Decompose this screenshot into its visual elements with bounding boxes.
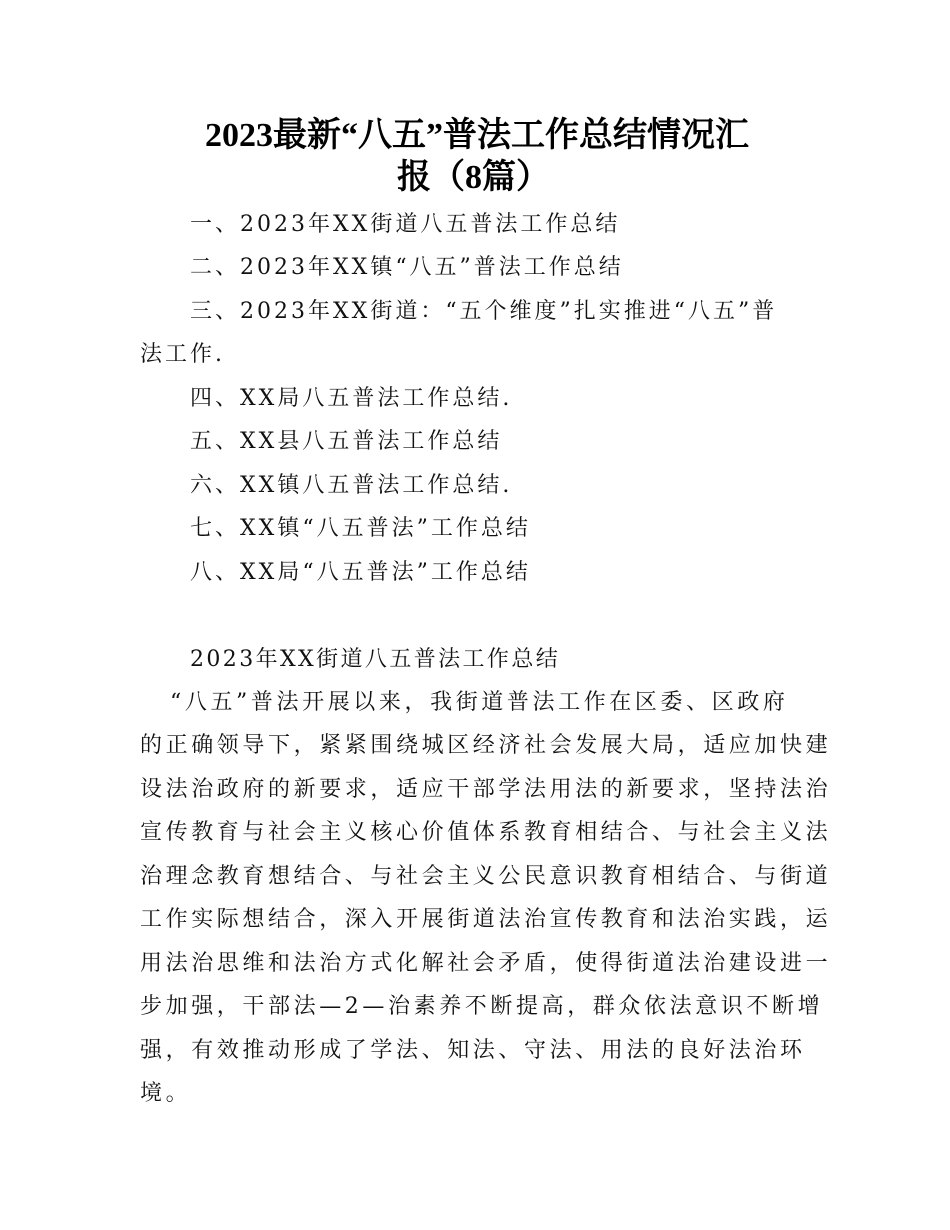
body-line-2: 的正确领导下，紧紧围绕城区经济社会发展大局，适应加快建: [140, 733, 832, 758]
body-line-4: 宣传教育与社会主义核心价值体系教育相结合、与社会主义法: [140, 820, 832, 845]
body-line-9: 强，有效推动形成了学法、知法、守法、用法的良好法治环: [140, 1038, 806, 1063]
toc-item-8: 八、XX局“八五普法”工作总结: [190, 560, 531, 585]
section-heading: 2023年XX街道八五普法工作总结: [190, 647, 561, 672]
body-line-5: 治理念教育想结合、与社会主义公民意识教育相结合、与街道: [140, 864, 832, 889]
toc-item-3-continued: 法工作.: [140, 342, 225, 367]
body-line-3: 设法治政府的新要求，适应干部学法用法的新要求，坚持法治: [140, 777, 832, 802]
toc-item-7: 七、XX镇“八五普法”工作总结: [190, 516, 531, 541]
body-line-1: “八五”普法开展以来，我街道普法工作在区委、区政府: [170, 690, 789, 715]
toc-item-6: 六、XX镇八五普法工作总结.: [190, 473, 513, 498]
document-title-line-2: 报（8篇）: [397, 159, 550, 196]
body-line-7: 用法治思维和法治方式化解社会矛盾，使得街道法治建设进一: [140, 951, 832, 976]
document-title-line-1: 2023最新“八五”普法工作总结情况汇: [205, 117, 749, 154]
toc-item-5: 五、XX县八五普法工作总结: [190, 429, 503, 454]
toc-item-4: 四、XX局八五普法工作总结.: [190, 386, 513, 411]
body-line-10: 境。: [140, 1081, 192, 1106]
body-line-6: 工作实际想结合，深入开展街道法治宣传教育和法治实践，运: [140, 907, 832, 932]
toc-item-1: 一、2023年XX街道八五普法工作总结: [190, 212, 621, 237]
body-line-8: 步加强，干部法—2—治素养不断提高，群众依法意识不断增: [140, 994, 824, 1019]
toc-item-3: 三、2023年XX街道：“五个维度”扎实推进“八五”普: [190, 299, 778, 324]
toc-item-2: 二、2023年XX镇“八五”普法工作总结: [190, 255, 624, 280]
